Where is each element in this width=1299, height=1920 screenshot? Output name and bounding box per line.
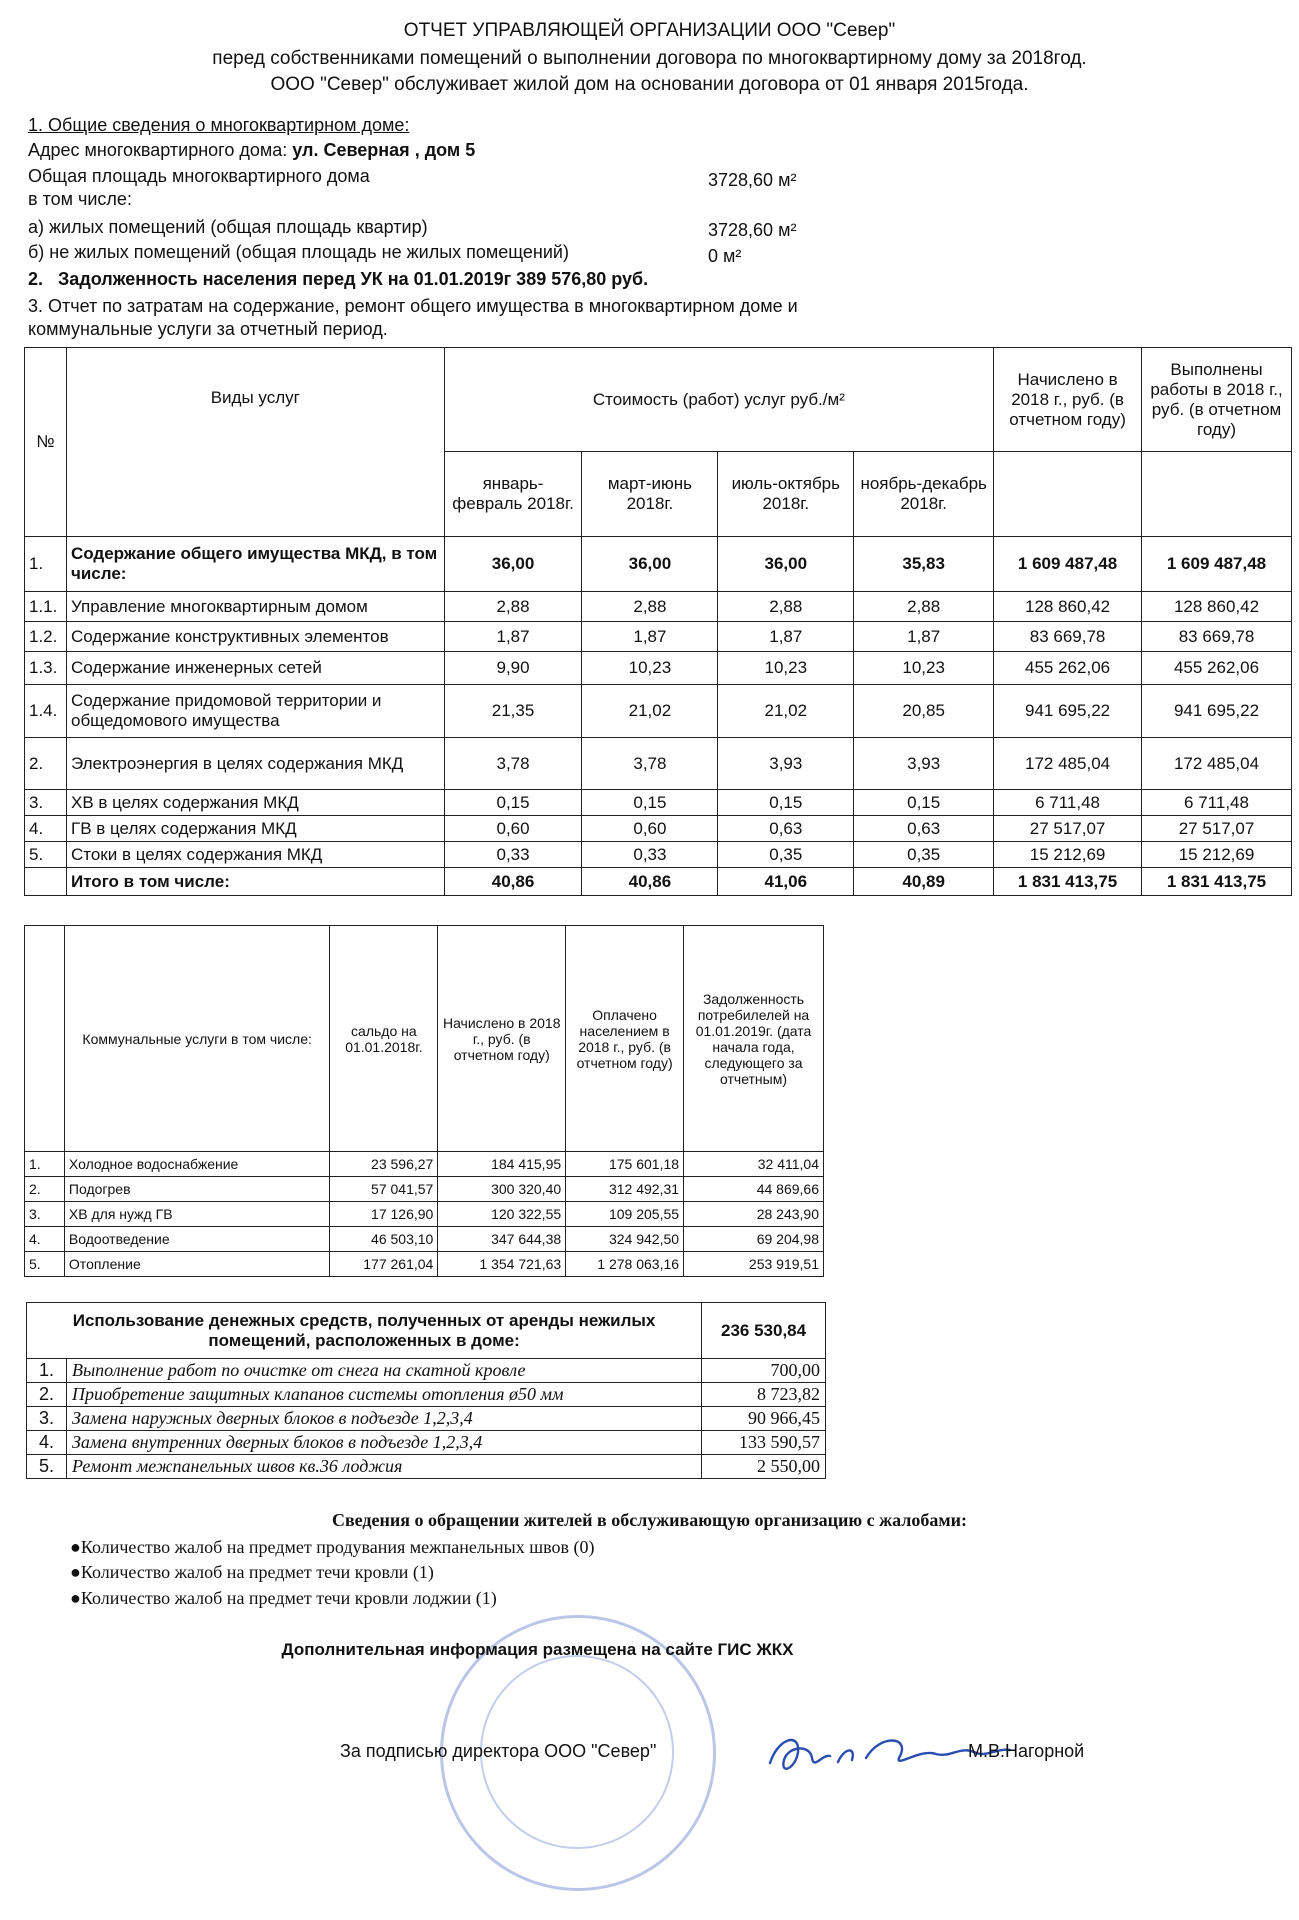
table-row	[25, 790, 1292, 816]
row-done: 83 669,78	[1142, 622, 1292, 652]
row-charged: 120 322,55	[438, 1202, 566, 1227]
row-amount: 8 723,82	[702, 1383, 826, 1407]
row-amount: 133 590,57	[702, 1431, 826, 1455]
row-p4: 2,88	[854, 592, 994, 622]
row-num: 3.	[25, 1202, 65, 1227]
row-p4: 40,89	[854, 868, 994, 896]
row-num: 3.	[27, 1407, 67, 1431]
row-p1: 0,15	[444, 790, 582, 816]
row-num: 5.	[25, 842, 67, 868]
row-balance: 23 596,27	[330, 1152, 438, 1177]
row-charged: 83 669,78	[994, 622, 1142, 652]
row-service: ГВ в целях содержания МКД	[66, 816, 444, 842]
row-desc: Ремонт межпанельных швов кв.36 лоджия	[66, 1455, 701, 1479]
row-p2: 3,78	[582, 738, 718, 790]
row-p4: 0,35	[854, 842, 994, 868]
row-done: 128 860,42	[1142, 592, 1292, 622]
row-p2: 0,60	[582, 816, 718, 842]
debt-num: 2.	[28, 269, 44, 289]
row-desc: Замена внутренних дверных блоков в подъезде 1,2,3,4	[66, 1431, 701, 1455]
director-name: М.В.Нагорной	[968, 1741, 1085, 1761]
row-charged: 184 415,95	[438, 1152, 566, 1177]
row-service: Содержание конструктивных элементов	[66, 622, 444, 652]
row-service: Электроэнергия в целях содержания МКД	[66, 738, 444, 790]
row-p1: 9,90	[444, 652, 582, 685]
row-service: Содержание общего имущества МКД, в том числе:	[66, 537, 444, 592]
table-row	[25, 1227, 824, 1252]
row-done: 1 831 413,75	[1142, 868, 1292, 896]
row-debt: 28 243,90	[684, 1202, 824, 1227]
row-num: 4.	[27, 1431, 67, 1455]
utilities-table	[24, 925, 824, 1277]
row-num: 1.1.	[25, 592, 67, 622]
row-p4: 35,83	[854, 537, 994, 592]
row-charged: 15 212,69	[994, 842, 1142, 868]
row-charged: 1 354 721,63	[438, 1252, 566, 1277]
row-done: 172 485,04	[1142, 738, 1292, 790]
signature-label: За подписью директора ООО "Север"	[340, 1741, 657, 1761]
row-num: 1.3.	[25, 652, 67, 685]
row-num: 2.	[25, 738, 67, 790]
table-row	[25, 816, 1292, 842]
row-desc: Замена наружных дверных блоков в подъезде 1,2,3,4	[66, 1407, 701, 1431]
row-p4: 10,23	[854, 652, 994, 685]
row-balance: 46 503,10	[330, 1227, 438, 1252]
row-p2: 1,87	[582, 622, 718, 652]
row-debt: 253 919,51	[684, 1252, 824, 1277]
row-desc: Приобретение защитных клапанов системы отопления ø50 мм	[66, 1383, 701, 1407]
col-debt-header: Задолженность потребилелей на 01.01.2019г. (дата начала года, следующего за отчетным)	[684, 926, 824, 1152]
row-num: 4.	[25, 1227, 65, 1252]
address-value: ул. Северная , дом 5	[292, 140, 476, 160]
row-amount: 90 966,45	[702, 1407, 826, 1431]
complaints-heading: Сведения о обращении жителей в обслуживающую организацию с жалобами:	[331, 1510, 968, 1530]
row-paid: 175 601,18	[566, 1152, 684, 1177]
table-row	[25, 622, 1292, 652]
row-p3: 10,23	[718, 652, 854, 685]
row-utility: Отопление	[64, 1252, 329, 1277]
row-num: 2.	[25, 1177, 65, 1202]
row-service: Содержание придомовой территории и общедомового имущества	[66, 685, 444, 738]
row-num: 5.	[27, 1455, 67, 1479]
row-paid: 324 942,50	[566, 1227, 684, 1252]
row-p4: 20,85	[854, 685, 994, 738]
row-charged: 1 609 487,48	[994, 537, 1142, 592]
row-p4: 1,87	[854, 622, 994, 652]
row-service: Содержание инженерных сетей	[66, 652, 444, 685]
row-p3: 0,15	[718, 790, 854, 816]
row-p1: 1,87	[444, 622, 582, 652]
row-p1: 2,88	[444, 592, 582, 622]
row-charged: 128 860,42	[994, 592, 1142, 622]
col-utility-header: Коммунальные услуги в том числе:	[64, 926, 329, 1152]
row-p3: 36,00	[718, 537, 854, 592]
living-area-value: 3728,60 м²	[708, 220, 797, 240]
general-heading: 1. Общие сведения о многоквартирном доме:	[28, 115, 410, 135]
table-row	[27, 1407, 826, 1431]
row-charged: 1 831 413,75	[994, 868, 1142, 896]
nonliving-area-value: 0 м²	[708, 246, 742, 266]
period-header: январь-февраль 2018г.	[444, 452, 582, 537]
row-p1: 0,33	[444, 842, 582, 868]
row-service: Стоки в целях содержания МКД	[66, 842, 444, 868]
row-charged: 172 485,04	[994, 738, 1142, 790]
period-header: ноябрь-декабрь 2018г.	[854, 452, 994, 537]
row-debt: 44 869,66	[684, 1177, 824, 1202]
row-balance: 57 041,57	[330, 1177, 438, 1202]
row-p4: 0,63	[854, 816, 994, 842]
report-line-1: 3. Отчет по затратам на содержание, ремонт общего имущества в многоквартирном доме и	[28, 296, 798, 316]
complaint-item: ●Количество жалоб на предмет продувания межпанельных швов (0)	[70, 1537, 595, 1557]
table-row	[27, 1431, 826, 1455]
row-paid: 312 492,31	[566, 1177, 684, 1202]
row-p1: 0,60	[444, 816, 582, 842]
table-row	[27, 1359, 826, 1383]
col-num-header: №	[25, 348, 67, 537]
row-done: 6 711,48	[1142, 790, 1292, 816]
row-p1: 21,35	[444, 685, 582, 738]
empty-cell	[1142, 452, 1292, 537]
row-utility: Холодное водоснабжение	[64, 1152, 329, 1177]
rent-total: 236 530,84	[702, 1303, 826, 1359]
total-row	[25, 868, 1292, 896]
row-num: 1.	[27, 1359, 67, 1383]
row-done: 1 609 487,48	[1142, 537, 1292, 592]
row-service: Итого в том числе:	[66, 868, 444, 896]
row-utility: Подогрев	[64, 1177, 329, 1202]
row-utility: Водоотведение	[64, 1227, 329, 1252]
complaint-item: ●Количество жалоб на предмет течи кровли (1)	[70, 1562, 434, 1582]
rent-table	[26, 1302, 826, 1479]
gis-info: Дополнительная информация размещена на сайте ГИС ЖКХ	[281, 1640, 794, 1659]
col-cost-header: Стоимость (работ) услуг руб./м²	[444, 348, 994, 452]
row-paid: 1 278 063,16	[566, 1252, 684, 1277]
row-debt: 32 411,04	[684, 1152, 824, 1177]
rent-heading: Использование денежных средств, полученных от аренды нежилых помещений, расположенных в доме:	[27, 1303, 702, 1359]
including-label: в том числе:	[28, 189, 132, 209]
table-row	[25, 1152, 824, 1177]
row-p3: 0,35	[718, 842, 854, 868]
report-title: ОТЧЕТ УПРАВЛЯЮЩЕЙ ОРГАНИЗАЦИИ ООО "Север"	[403, 20, 896, 41]
row-charged: 941 695,22	[994, 685, 1142, 738]
living-area-label: а) жилых помещений (общая площадь квартир)	[28, 217, 428, 237]
row-p3: 0,63	[718, 816, 854, 842]
row-balance: 177 261,04	[330, 1252, 438, 1277]
row-num: 1.	[25, 537, 67, 592]
col-charged-header: Начислено в 2018 г., руб. (в отчетном году)	[438, 926, 566, 1152]
row-p3: 1,87	[718, 622, 854, 652]
row-done: 15 212,69	[1142, 842, 1292, 868]
table-row	[25, 537, 1292, 592]
row-amount: 2 550,00	[702, 1455, 826, 1479]
row-debt: 69 204,98	[684, 1227, 824, 1252]
row-p2: 40,86	[582, 868, 718, 896]
row-p3: 21,02	[718, 685, 854, 738]
row-p3: 2,88	[718, 592, 854, 622]
row-p4: 3,93	[854, 738, 994, 790]
row-paid: 109 205,55	[566, 1202, 684, 1227]
row-p2: 10,23	[582, 652, 718, 685]
row-amount: 700,00	[702, 1359, 826, 1383]
table-row	[25, 652, 1292, 685]
period-header: июль-октябрь 2018г.	[718, 452, 854, 537]
debt-line	[28, 268, 648, 290]
total-area-label: Общая площадь многоквартирного дома	[28, 166, 370, 186]
table-row	[25, 685, 1292, 738]
row-balance: 17 126,90	[330, 1202, 438, 1227]
table-row	[25, 1202, 824, 1227]
row-p2: 21,02	[582, 685, 718, 738]
row-service: ХВ в целях содержания МКД	[66, 790, 444, 816]
col-charged-header: Начислено в 2018 г., руб. (в отчетном году)	[994, 348, 1142, 452]
row-done: 27 517,07	[1142, 816, 1292, 842]
row-p1: 36,00	[444, 537, 582, 592]
row-done: 941 695,22	[1142, 685, 1292, 738]
table-row	[27, 1455, 826, 1479]
row-desc: Выполнение работ по очистке от снега на скатной кровле	[66, 1359, 701, 1383]
costs-table	[24, 347, 1292, 896]
row-p1: 40,86	[444, 868, 582, 896]
row-num: 4.	[25, 816, 67, 842]
col-paid-header: Оплачено населением в 2018 г., руб. (в отчетном году)	[566, 926, 684, 1152]
row-num: 1.2.	[25, 622, 67, 652]
table-row	[25, 738, 1292, 790]
row-p3: 41,06	[718, 868, 854, 896]
row-p1: 3,78	[444, 738, 582, 790]
row-p2: 0,33	[582, 842, 718, 868]
total-area-value: 3728,60 м²	[708, 170, 797, 190]
empty-cell	[994, 452, 1142, 537]
address-label: Адрес многоквартирного дома:	[28, 140, 293, 160]
col-service-header: Виды услуг	[66, 348, 444, 537]
period-header: март-июнь 2018г.	[582, 452, 718, 537]
col-done-header: Выполнены работы в 2018 г., руб. (в отчетном году)	[1142, 348, 1292, 452]
debt-text: Задолженность населения перед УК на 01.01.2019г 389 576,80 руб.	[58, 269, 649, 289]
row-num	[25, 868, 67, 896]
row-num: 1.4.	[25, 685, 67, 738]
table-row	[25, 1252, 824, 1277]
address-line	[28, 139, 475, 161]
row-p2: 36,00	[582, 537, 718, 592]
row-charged: 347 644,38	[438, 1227, 566, 1252]
row-done: 455 262,06	[1142, 652, 1292, 685]
row-p4: 0,15	[854, 790, 994, 816]
report-subtitle: перед собственниками помещений о выполнении договора по многоквартирному дому за 2018год.	[212, 48, 1087, 69]
nonliving-area-label: б) не жилых помещений (общая площадь не жилых помещений)	[28, 242, 569, 262]
row-charged: 300 320,40	[438, 1177, 566, 1202]
row-p3: 3,93	[718, 738, 854, 790]
table-row	[25, 592, 1292, 622]
contract-line: ООО "Север" обслуживает жилой дом на основании договора от 01 января 2015года.	[270, 74, 1029, 95]
table-row	[27, 1383, 826, 1407]
row-charged: 455 262,06	[994, 652, 1142, 685]
complaint-item: ●Количество жалоб на предмет течи кровли лоджии (1)	[70, 1588, 497, 1608]
table-row	[25, 1177, 824, 1202]
row-charged: 6 711,48	[994, 790, 1142, 816]
row-num: 1.	[25, 1152, 65, 1177]
row-charged: 27 517,07	[994, 816, 1142, 842]
row-num: 2.	[27, 1383, 67, 1407]
row-utility: ХВ для нужд ГВ	[64, 1202, 329, 1227]
row-p2: 0,15	[582, 790, 718, 816]
report-line-2: коммунальные услуги за отчетный период.	[28, 319, 388, 339]
table-row	[25, 842, 1292, 868]
empty-cell	[25, 926, 65, 1152]
row-num: 3.	[25, 790, 67, 816]
row-service: Управление многоквартирным домом	[66, 592, 444, 622]
row-p2: 2,88	[582, 592, 718, 622]
row-num: 5.	[25, 1252, 65, 1277]
col-balance-header: сальдо на 01.01.2018г.	[330, 926, 438, 1152]
